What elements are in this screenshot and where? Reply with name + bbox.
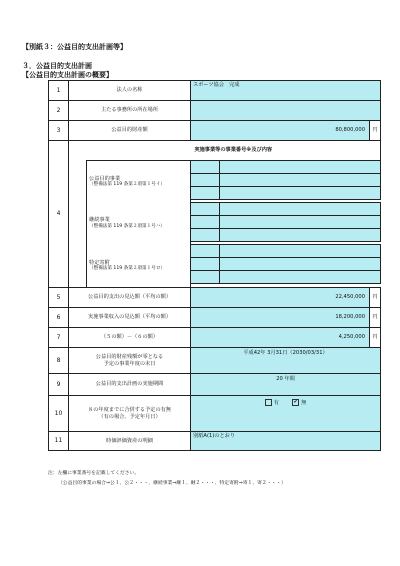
zero-balance-date-field[interactable]: 平成42年 3月31日（2030/03/31） xyxy=(191,348,381,374)
market-value-assets-field[interactable]: 別紙A(1)のとおり xyxy=(191,432,381,451)
row-number: 3 xyxy=(49,121,69,141)
yen-unit: 円 xyxy=(370,308,381,328)
yen-unit: 円 xyxy=(370,328,381,348)
business-content-cell[interactable] xyxy=(220,245,381,258)
row-label: 主たる事務所の所在場所 xyxy=(69,101,191,121)
row-market-value-assets xyxy=(49,432,381,451)
implementation-period-field[interactable]: 20 年間 xyxy=(191,374,381,396)
row-expected-income xyxy=(49,308,381,328)
row-number: 11 xyxy=(49,432,69,451)
business-number-cell[interactable] xyxy=(191,216,220,229)
row-label xyxy=(69,348,191,374)
corporation-name-field[interactable]: スポーツ協会 完成 xyxy=(191,81,381,101)
expected-income-field[interactable]: 18,200,000 xyxy=(191,308,370,328)
row-number: 6 xyxy=(49,308,69,328)
row-label: （５の額）－（６の額） xyxy=(69,328,191,348)
row-label: 法人の名称 xyxy=(69,81,191,101)
business-number-cell[interactable] xyxy=(191,203,220,216)
yen-unit: 円 xyxy=(370,288,381,308)
business-content-cell[interactable] xyxy=(220,271,381,284)
group-title: 継続事業 xyxy=(89,217,110,224)
row4-left-margin xyxy=(69,141,87,288)
appendix-title: 【別紙３：公益目的支出計画等】 xyxy=(22,43,127,51)
row-public-property-amount xyxy=(49,121,381,141)
group-law-reference: （整備法第 119 条第２項第１号ロ） xyxy=(89,266,166,272)
row-label: 公益目的支出の見込額（平均の額） xyxy=(69,288,191,308)
group-continued-business xyxy=(87,203,191,245)
row-number: 4 xyxy=(49,141,69,288)
business-number-cell[interactable] xyxy=(191,258,220,271)
merger-no-label: 無 xyxy=(301,400,307,406)
office-location-field[interactable] xyxy=(191,101,381,121)
row-label: 公益目的財産額 xyxy=(69,121,191,141)
section-title: ３．公益目的支出計画 xyxy=(22,62,92,70)
row-zero-balance-date xyxy=(49,348,381,374)
label-line: 予定の事業年度の末日 xyxy=(103,360,156,367)
expected-expenditure-field[interactable]: 22,450,000 xyxy=(191,288,370,308)
business-content-cell[interactable] xyxy=(220,258,381,271)
business-number-cell[interactable] xyxy=(191,174,220,187)
business-content-cell[interactable] xyxy=(220,161,381,174)
business-number-cell[interactable] xyxy=(191,229,220,242)
yen-unit: 円 xyxy=(370,121,381,141)
row-merger-plan xyxy=(49,396,381,432)
business-content-cell[interactable] xyxy=(220,174,381,187)
difference-field[interactable]: 4,250,000 xyxy=(191,328,370,348)
group-public-interest-business xyxy=(87,161,191,203)
business-number-cell[interactable] xyxy=(191,271,220,284)
business-number-cell[interactable] xyxy=(191,187,220,200)
group-title: 特定寄附 xyxy=(89,259,110,266)
group-title: 公益目的事業 xyxy=(89,175,121,182)
row-label: 実施事業収入の見込額（平均の額） xyxy=(69,308,191,328)
row-number: 5 xyxy=(49,288,69,308)
row-number: 1 xyxy=(49,81,69,101)
merger-plan-field xyxy=(191,396,381,432)
row-business-header xyxy=(49,141,381,161)
row-implementation-period xyxy=(49,374,381,396)
row-office-location xyxy=(49,101,381,121)
group-specified-donation xyxy=(87,245,191,288)
business-number-cell[interactable] xyxy=(191,245,220,258)
merger-yes-label: 有 xyxy=(273,400,279,406)
business-content-cell[interactable] xyxy=(220,216,381,229)
note-line-2: （公益目的事業の場合⇒公１、公２・・・、継続事業⇒継１、継２・・・、特定寄附⇒寄１、寄２・・・） xyxy=(58,481,286,486)
row-number: 2 xyxy=(49,101,69,121)
public-property-amount-field[interactable]: 80,800,000 xyxy=(191,121,370,141)
label-line: 公益目的財産残額が零となる xyxy=(95,354,164,360)
business-content-cell[interactable] xyxy=(220,229,381,242)
row-number: 7 xyxy=(49,328,69,348)
row-number: 9 xyxy=(49,374,69,396)
label-line: ８の年度までに合併する予定の有無 xyxy=(88,407,172,413)
business-number-cell[interactable] xyxy=(191,161,220,174)
merger-yes-checkbox[interactable] xyxy=(265,399,272,406)
row-corporation-name xyxy=(49,81,381,101)
row-label xyxy=(69,396,191,432)
row-expected-expenditure xyxy=(49,288,381,308)
row-number: 8 xyxy=(49,348,69,374)
row-number: 10 xyxy=(49,396,69,432)
business-content-cell[interactable] xyxy=(220,187,381,200)
business-contents-header: 実施事業等の事業番号※及び内容 xyxy=(87,141,381,161)
row-difference xyxy=(49,328,381,348)
business-content-cell[interactable] xyxy=(220,203,381,216)
group-law-reference: （整備法第 119 条第２項第１号ハ） xyxy=(89,223,166,229)
subsection-title: 【公益目的支出計画の概要】 xyxy=(22,71,113,79)
row-label: 公益目的支出計画の実施期間 xyxy=(69,374,191,396)
plan-summary-table xyxy=(48,80,381,451)
label-line: （有の場合、予定年月日） xyxy=(98,413,161,420)
group-law-reference: （整備法第 119 条第２項第１号イ） xyxy=(89,182,166,188)
row-label: 時価評価資産の明細 xyxy=(69,432,191,451)
merger-no-checkbox[interactable]: ✔ xyxy=(293,399,298,405)
note-line-1: 注：左欄に事業番号を記載してください。 xyxy=(48,471,140,476)
